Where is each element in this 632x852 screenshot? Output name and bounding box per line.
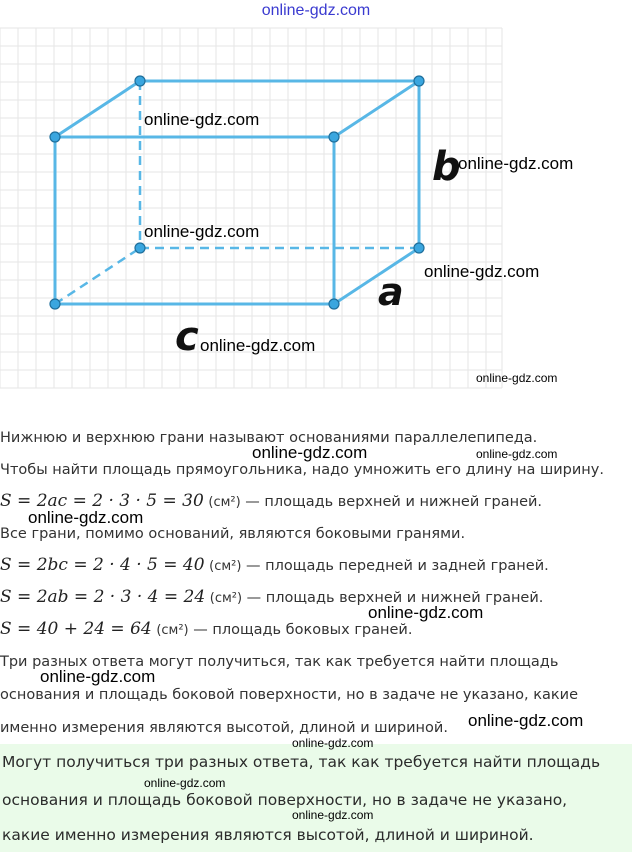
watermark: online-gdz.com (292, 736, 374, 750)
equation-4-desc: — площадь боковых граней. (188, 622, 413, 638)
text-paragraph-line-1: Три разных ответа могут получиться, так как требуется найти площадь (0, 654, 559, 670)
equation-2-math: S = 2bc = 2 · 4 · 5 = 40 (0, 555, 205, 575)
label-a: a (378, 270, 404, 314)
watermark: online-gdz.com (476, 447, 558, 461)
label-b: b (432, 144, 461, 190)
equation-1-math: S = 2ac = 2 · 3 · 5 = 30 (0, 491, 204, 511)
watermark: online-gdz.com (144, 222, 260, 241)
watermark: online-gdz.com (292, 808, 374, 822)
equation-4 (0, 619, 412, 641)
equation-3-math: S = 2ab = 2 · 3 · 4 = 24 (0, 587, 206, 607)
watermark: online-gdz.com (144, 776, 226, 790)
watermark: online-gdz.com (368, 603, 484, 622)
watermark: online-gdz.com (468, 711, 584, 730)
equation-1-unit: (см²) (208, 495, 241, 510)
equation-2-desc: — площадь передней и задней граней. (241, 558, 549, 574)
equation-2-unit: (см²) (209, 559, 242, 574)
watermark: online-gdz.com (200, 336, 316, 355)
answer-line-1: Могут получиться три разных ответа, так как требуется найти площадь (2, 753, 601, 771)
text-bases: Нижнюю и верхнюю грани называют основаниями параллелепипеда. (0, 430, 538, 446)
equation-2 (0, 555, 549, 577)
watermark: online-gdz.com (40, 667, 156, 686)
watermark: online-gdz.com (424, 262, 540, 281)
header-watermark: online-gdz.com (261, 2, 371, 19)
watermark: online-gdz.com (476, 371, 558, 385)
watermark: online-gdz.com (144, 110, 260, 129)
equation-4-math: S = 40 + 24 = 64 (0, 619, 152, 639)
watermark: online-gdz.com (458, 154, 574, 173)
watermark: online-gdz.com (28, 508, 144, 527)
equation-1-desc: — площадь верхней и нижней граней. (240, 494, 543, 510)
equation-3-desc: — площадь верхней и нижней граней. (242, 590, 544, 606)
answer-line-3: какие именно измерения являются высотой, длиной и шириной. (2, 826, 534, 844)
watermark: online-gdz.com (252, 443, 368, 462)
label-c: c (175, 314, 199, 360)
text-rectangle-area: Чтобы найти площадь прямоугольника, надо умножить его длину на ширину. (0, 462, 604, 478)
equation-4-unit: (см²) (156, 623, 189, 638)
text-paragraph-line-2: основания и площадь боковой поверхности, но в задаче не указано, какие (0, 687, 579, 703)
text-side-faces: Все грани, помимо оснований, являются боковыми гранями. (0, 526, 466, 542)
text-paragraph-line-3: именно измерения являются высотой, длиной и шириной. (0, 720, 448, 736)
answer-line-2: основания и площадь боковой поверхности, но в задаче не указано, (2, 791, 568, 809)
answer-box (0, 744, 632, 852)
equation-3-unit: (см²) (209, 591, 243, 606)
parallelepiped-figure (0, 0, 632, 400)
